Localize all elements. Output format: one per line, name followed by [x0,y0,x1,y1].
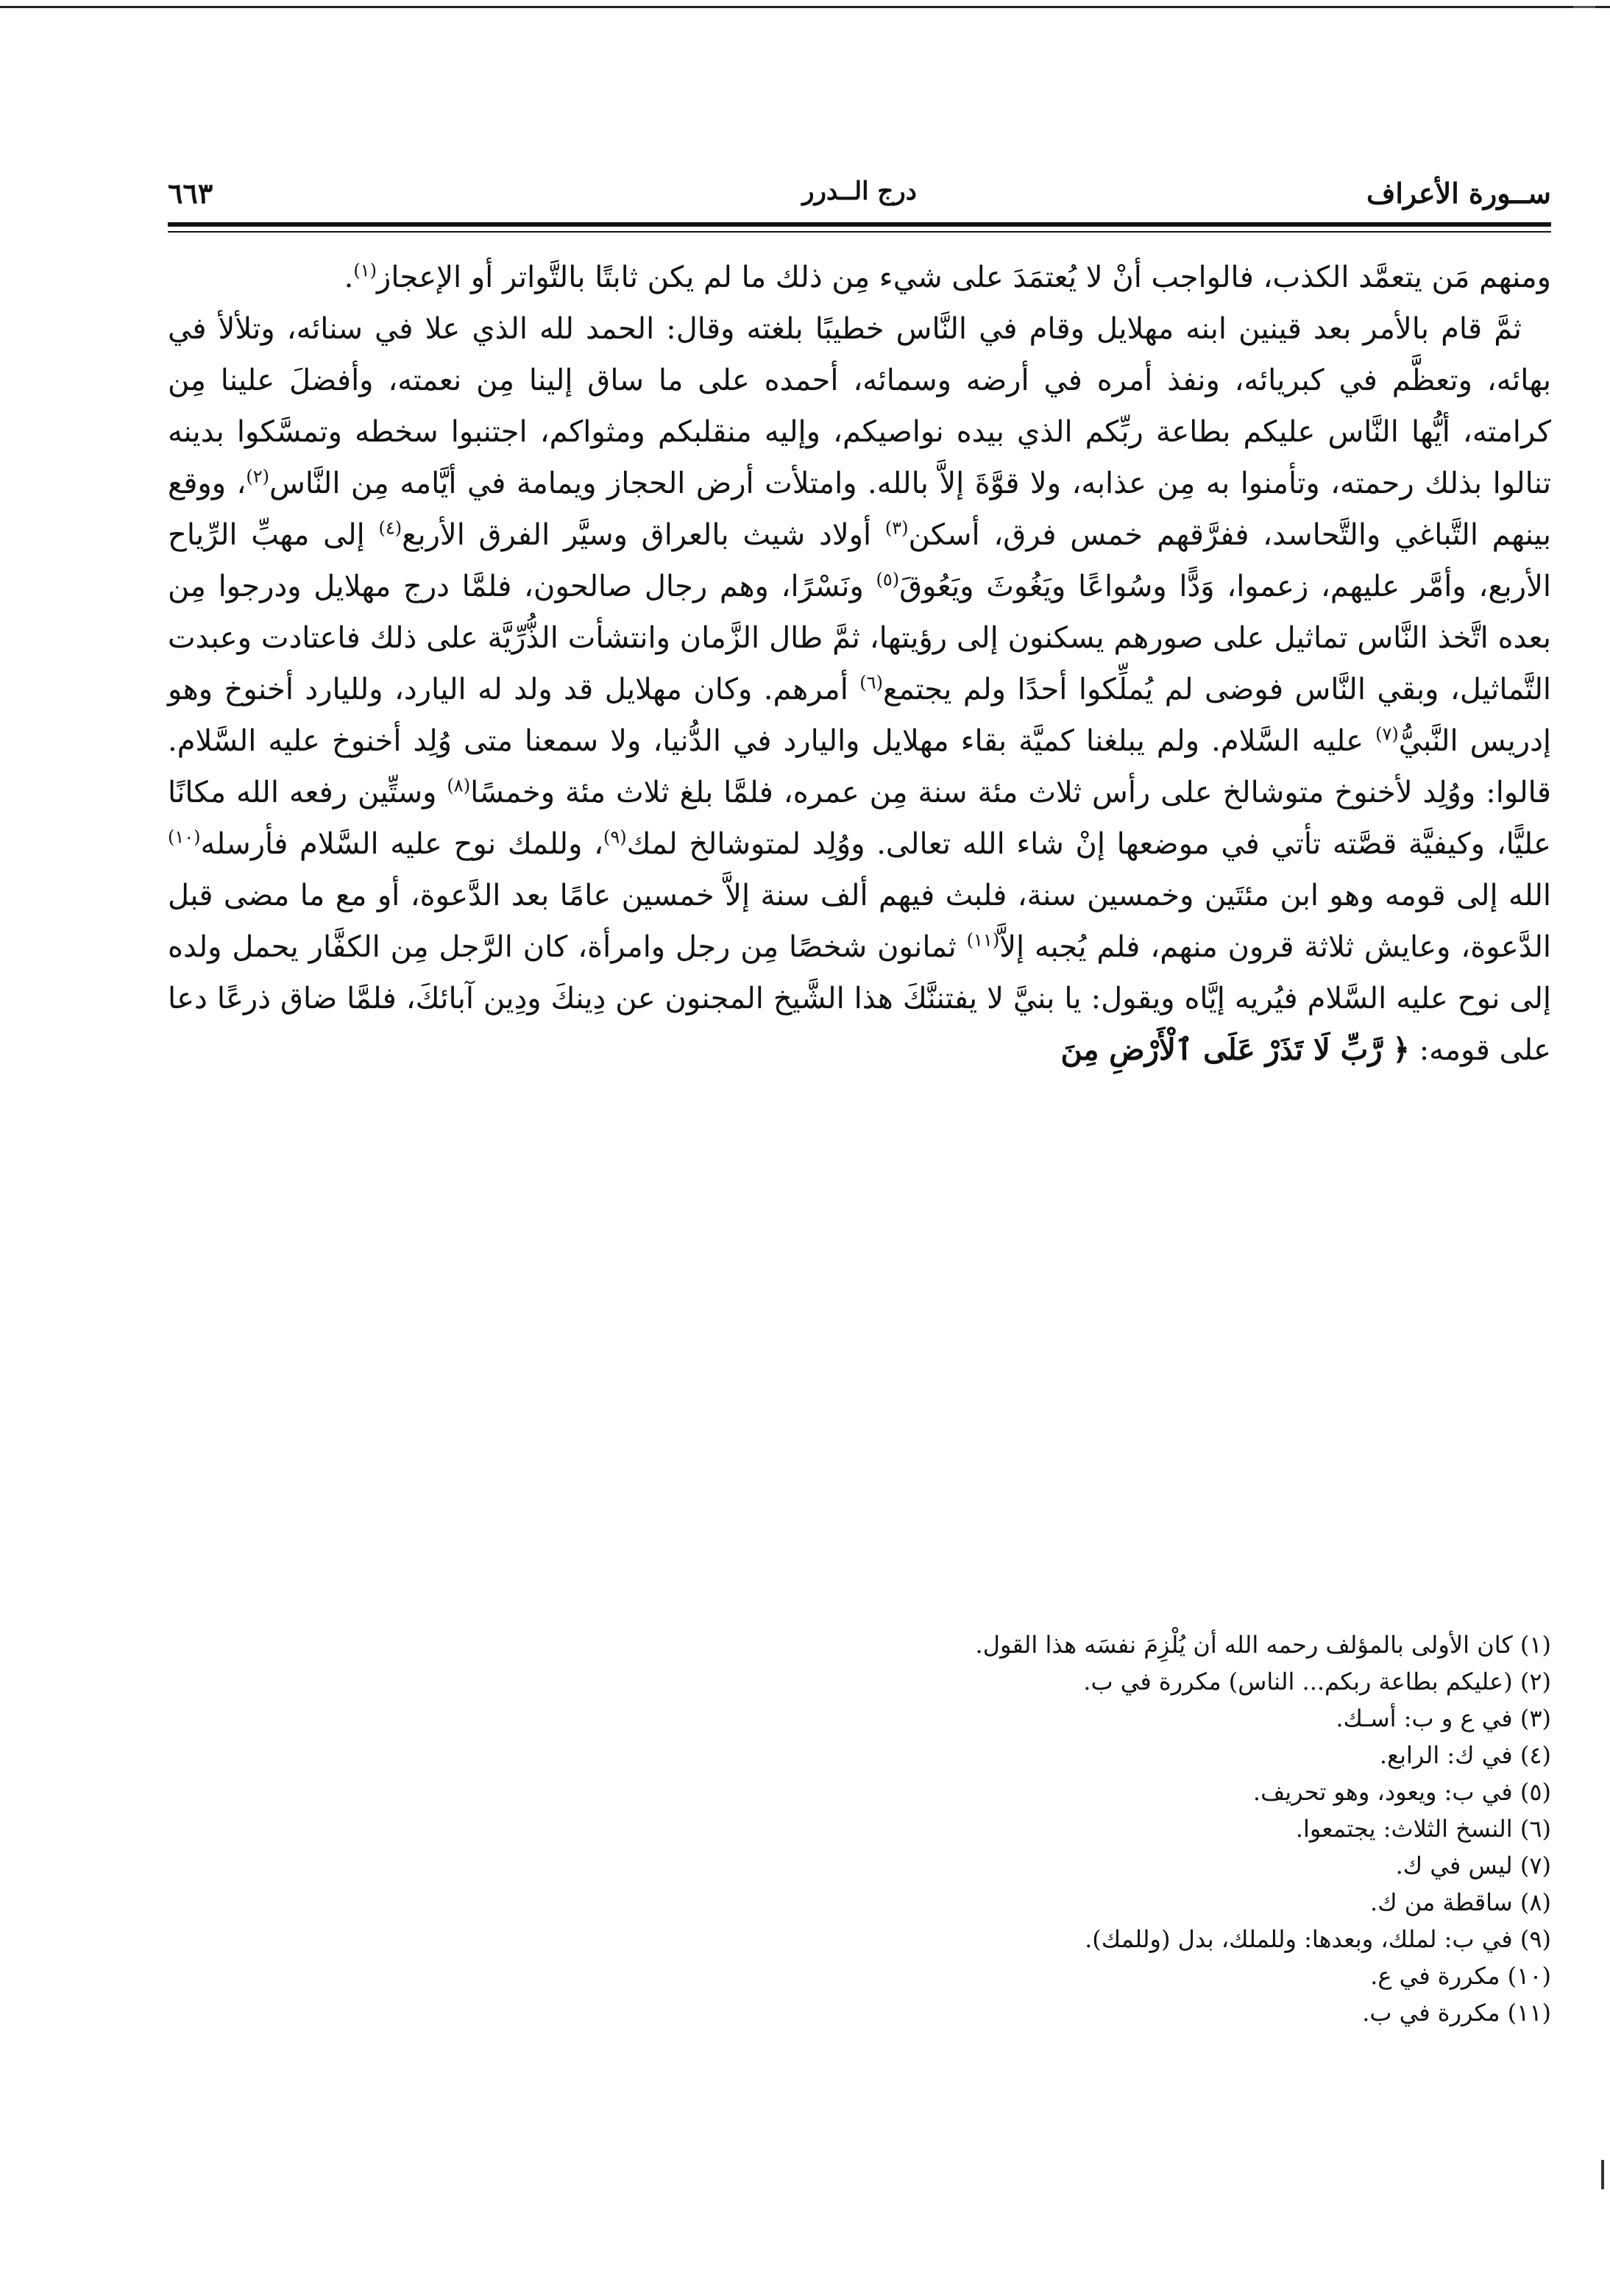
footnotes [168,1626,1551,2031]
footnote-item: (٤) في ك: الرابع. [1379,1741,1551,1769]
footnote-ref-10: (١٠) [168,826,201,848]
footnote-ref-4: (٤) [378,517,402,539]
footnote-item: (١٠) مكررة في ع. [1370,1962,1551,1990]
text-run: ، وللمك نوح عليه السَّلام فأرسله [200,827,603,861]
text-run: ثمانون شخصًا مِن رجل وامرأة، كان الرَّجل مِن الكفَّار يحمل ولده إلى نوح عليه السَّلام فيُريه إيَّاه ويقول: يا بنيَّ لا يفتننَّكَ هذا الشَّيخ المجنون عن دِينكَ ودِين آبائكَ، فلمَّا ضاق ذرعًا دعا على قومه: [168,930,1551,1067]
paragraph-2 [168,303,1551,1076]
text-run: وستِّين رفعه الله مكانًا عليًّا، وكيفيَّة قصَّته تأتي في موضعها إنْ شاء الله تعالى. ووُلِد لمتوشالخ لمك [168,776,1551,861]
main-text [168,252,1551,1076]
footnote-item: (٩) في ب: لملك، وبعدها: وللملك، بدل (وللمك). [1085,1925,1551,1953]
quran-quote: ﴿ رَّبِّ لَا تَذَرْ عَلَى ٱلْأَرْضِ مِنَ [1060,1032,1410,1067]
footnote-ref-7: (٧) [1375,723,1399,745]
footnote-ref-2: (٢) [246,466,270,487]
text-run: ، ووقع بينهم التَّباغي والتَّحاسد، ففرَّقهم خمس فرق، أسكن [168,467,1552,552]
text-run: الله إلى قومه وهو ابن مئتَين وخمسين سنة، فلبث فيهم ألف سنة إلاَّ خمسين عامًا بعد الدَّعوة، أو مع ما مضى قبل الدَّعوة، وعايش ثلاثة قرون منهم، فلم يُجبه إلاَّ [168,879,1551,964]
text-run: أولاد شيث بالعراق وسيَّر الفرق الأربع [402,518,885,552]
footnote-item: (٦) النسخ الثلاث: يجتمعوا. [1295,1815,1551,1843]
scan-edge-line [0,6,1610,8]
text-run: إلى مهبِّ الرِّياح الأربع، وأمَّر عليهم، زعموا، وَدًّا وسُواعًا ويَغُوثَ ويَعُوقَ [168,518,1551,603]
footnote-item: (٢) (عليكم بطاعة ربكم... الناس) مكررة في ب. [1083,1668,1551,1696]
footnote-item: (١١) مكررة في ب. [1362,1999,1551,2027]
footnote-item: (٧) ليس في ك. [1395,1852,1551,1879]
footnote-ref-5: (٥) [876,569,900,590]
footnote-ref-3: (٣) [884,517,909,539]
scan-corner-mark [1573,6,1595,8]
footnote-item: (٥) في ب: ويعود، وهو تحريف. [1252,1778,1551,1806]
header-rule-thin [168,231,1551,233]
text-run: ومنهم مَن يتعمَّد الكذب، فالواجب أنْ لا يُعتمَدَ على شيء مِن ذلك ما لم يكن ثابتًا بالتَّواتر أو الإعجاز [377,261,1551,294]
header-rule-thick [168,222,1551,227]
footnote-item: (٨) ساقطة من ك. [1370,1888,1551,1916]
running-header [168,177,1551,222]
footnote-ref-6: (٦) [859,672,883,693]
text-run: ونَسْرًا، وهم رجال صالحون، فلمَّا درج مهلايل ودرجوا مِن بعده اتَّخذ النَّاس تماثيل على صورهم يسكنون إلى رؤيتها، ثمَّ طال الزَّمان وانتشأت الذُّرِّيَّة على ذلك فاعتادت وعبدت التَّماثيل، وبقي النَّاس فوضى لم يُملِّكوا أحدًا ولم يجتمع [168,570,1551,706]
text-run: . [344,261,354,294]
book-title: درج الــدرر [802,177,917,206]
text-run: أمرهم. وكان مهلايل قد ولد له اليارد، ولليارد أخنوخ وهو إدريس النَّبيُّ [168,673,1551,758]
footnote-item: (١) كان الأولى بالمؤلف رحمه الله أن يُلْزِمَ نفسَه هذا القول. [975,1631,1551,1659]
footnote-ref-1: (١) [353,260,377,281]
footnote-item: (٣) في ع و ب: أسـك. [1336,1704,1551,1732]
text-run: ثمَّ قام بالأمر بعد قينين ابنه مهلايل وقام في النَّاس خطيبًا بلغته وقال: الحمد لله الذي علا في سنائه، وتلألأ في بهائه، وتعظَّم في كبريائه، ونفذ أمره في أرضه وسمائه، أحمده على ما ساق إلينا مِن نعمته، وأفضلَ علينا مِن كرامته، أيُّها النَّاس عليكم بطاعة ربِّكم الذي بيده نواصيكم، وإليه منقلبكم ومثواكم، اجتنبوا سخطه وتمسَّكوا بدينه تنالوا بذلك رحمته، وتأمنوا به مِن عذابه، ولا قوَّةَ إلاَّ بالله. وامتلأت أرض الحجاز ويمامة في أيَّامه مِن النَّاس [168,312,1551,500]
footnote-ref-11: (١١) [966,929,1000,951]
footnote-ref-9: (٩) [603,826,627,848]
surah-title: ســورة الأعراف [1366,177,1551,210]
paragraph-1 [168,252,1551,303]
scan-margin-mark [1601,2160,1604,2189]
text-run: عليه السَّلام. ولم يبلغنا كميَّة بقاء مهلايل واليارد في الدُّنيا، ولا سمعنا متى وُلِد أخنوخ عليه السَّلام. قالوا: ووُلِد لأخنوخ متوشالخ على رأس ثلاث مئة سنة مِن عمره، فلمَّا بلغ ثلاث مئة وخمسًا [168,724,1551,809]
page-number: ٦٦٣ [168,177,213,210]
footnote-ref-8: (٨) [447,775,471,796]
